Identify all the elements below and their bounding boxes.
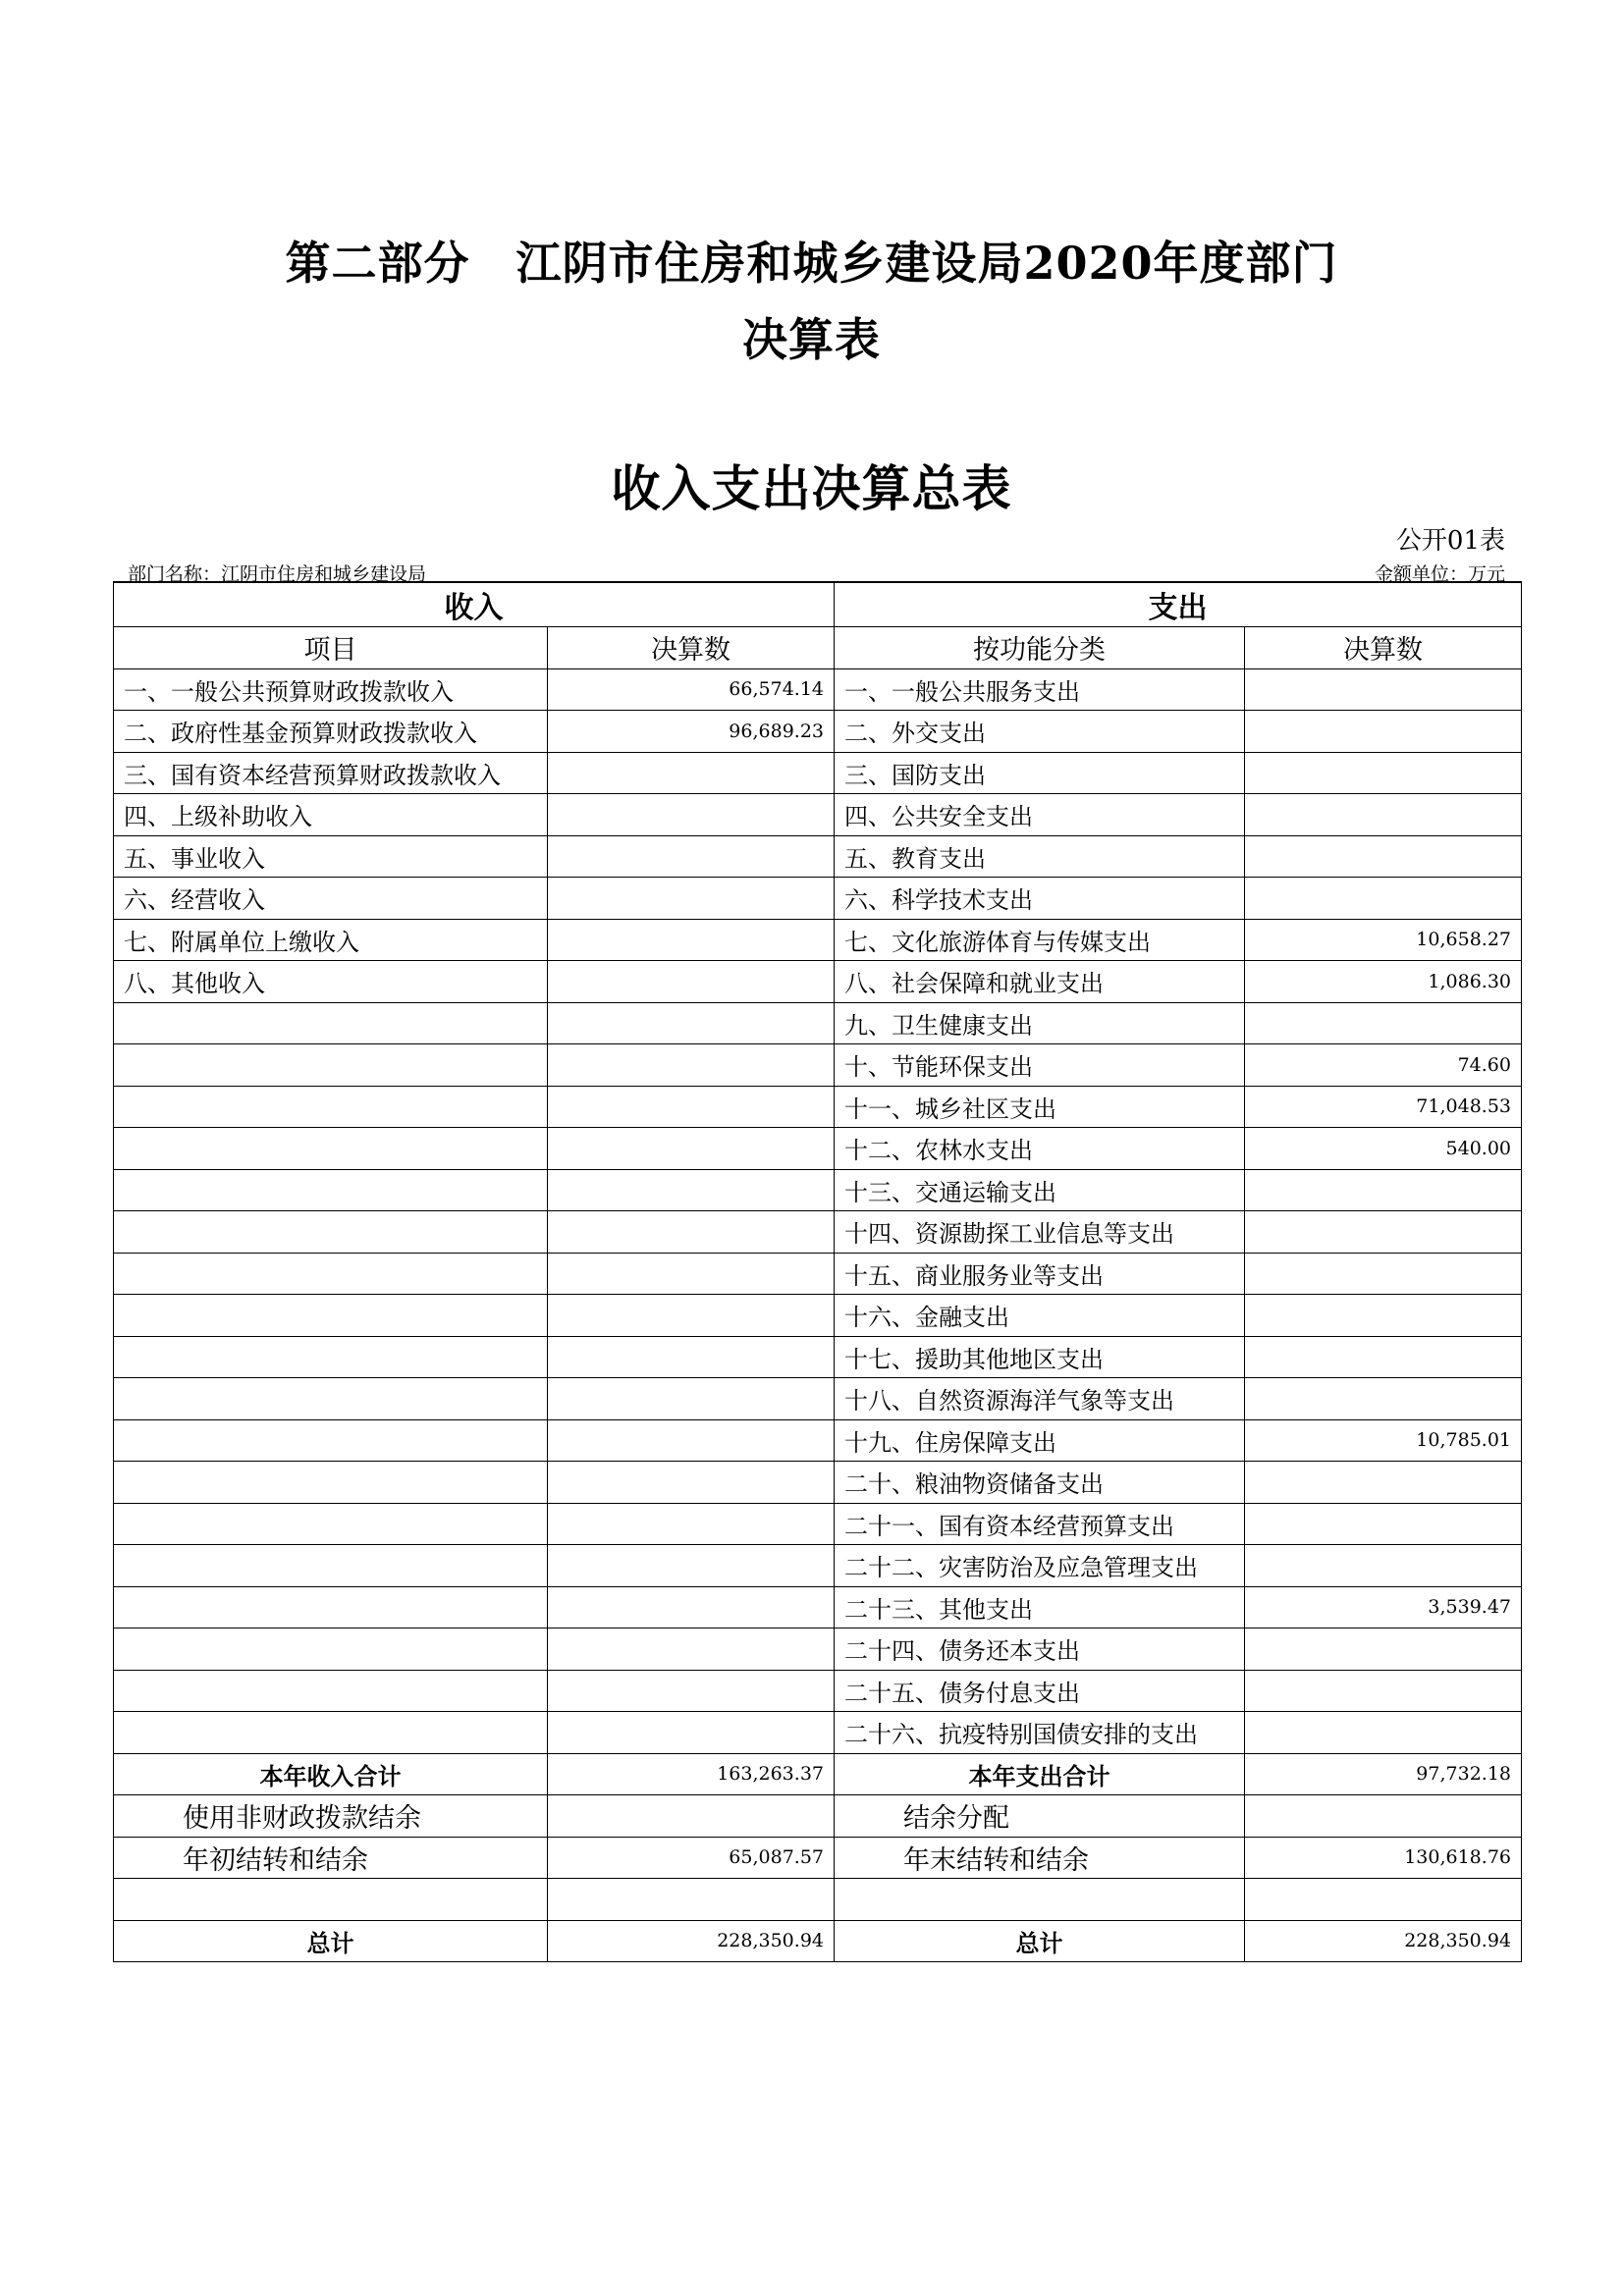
income-amount-cell: 66,574.14 <box>548 668 835 711</box>
expense-item-cell: 十一、城乡社区支出 <box>835 1086 1245 1128</box>
expense-section-header: 支出 <box>835 582 1522 627</box>
expense-item-cell: 二十五、债务付息支出 <box>835 1670 1245 1712</box>
table-row <box>114 711 1522 753</box>
income-amount-cell <box>548 794 835 836</box>
column-header-item: 项目 <box>114 627 548 669</box>
income-amount-cell <box>548 1211 835 1254</box>
income-item-cell <box>114 1462 548 1504</box>
total-row-expense-label: 总计 <box>835 1920 1245 1962</box>
table-row <box>114 1086 1522 1128</box>
expense-item-cell: 七、文化旅游体育与传媒支出 <box>835 919 1245 961</box>
table-title: 收入支出决算总表 <box>611 459 1012 517</box>
income-item-cell <box>114 1586 548 1629</box>
income-amount-cell <box>548 878 835 920</box>
income-item-cell <box>114 1169 548 1211</box>
expense-amount-cell <box>1245 711 1522 753</box>
expense-amount-cell <box>1245 1378 1522 1420</box>
expense-amount-cell: 10,785.01 <box>1245 1419 1522 1462</box>
income-item-cell: 三、国有资本经营预算财政拨款收入 <box>114 752 548 794</box>
expense-item-cell: 五、教育支出 <box>835 835 1245 878</box>
income-amount-cell <box>548 1044 835 1087</box>
income-item-cell <box>114 1211 548 1254</box>
total-row-expense-amount: 228,350.94 <box>1245 1920 1522 1962</box>
income-amount-cell <box>548 961 835 1003</box>
table-row <box>114 1253 1522 1295</box>
income-amount-cell <box>548 1545 835 1587</box>
income-item-cell <box>114 1378 548 1420</box>
document-title: 第二部分 江阴市住房和城乡建设局2020年度部门 <box>285 237 1338 290</box>
column-header-amount: 决算数 <box>548 627 835 669</box>
income-item-cell: 二、政府性基金预算财政拨款收入 <box>114 711 548 753</box>
subtotal-row <box>114 1753 1522 1795</box>
expense-item-cell: 一、一般公共服务支出 <box>835 668 1245 711</box>
expense-item-cell: 十九、住房保障支出 <box>835 1419 1245 1462</box>
income-amount-cell <box>548 752 835 794</box>
expense-amount-cell: 1,086.30 <box>1245 961 1522 1003</box>
table-row <box>114 1169 1522 1211</box>
expense-amount-cell <box>1245 1503 1522 1545</box>
subtotal-row-expense-amount: 97,732.18 <box>1245 1753 1522 1795</box>
expense-amount-cell <box>1245 878 1522 920</box>
income-amount-cell <box>548 1670 835 1712</box>
income-amount-cell <box>548 1419 835 1462</box>
table-row <box>114 1295 1522 1337</box>
income-item-cell <box>114 1336 548 1378</box>
document-title-line2: 决算表 <box>742 313 881 366</box>
empty-cell <box>548 1879 835 1921</box>
income-amount-cell <box>548 1378 835 1420</box>
income-item-cell <box>114 1503 548 1545</box>
expense-item-cell: 十三、交通运输支出 <box>835 1169 1245 1211</box>
income-amount-cell <box>548 1295 835 1337</box>
expense-item-cell: 九、卫生健康支出 <box>835 1002 1245 1044</box>
expense-item-cell: 十二、农林水支出 <box>835 1128 1245 1170</box>
income-amount-cell <box>548 1712 835 1754</box>
income-amount-cell <box>548 1128 835 1170</box>
table-row <box>114 1462 1522 1504</box>
income-item-cell: 一、一般公共预算财政拨款收入 <box>114 668 548 711</box>
income-item-cell: 六、经营收入 <box>114 878 548 920</box>
balance-row-1-income-amount <box>548 1795 835 1838</box>
table-row <box>114 752 1522 794</box>
table-row <box>114 1670 1522 1712</box>
expense-amount-cell: 3,539.47 <box>1245 1586 1522 1629</box>
income-item-cell <box>114 1086 548 1128</box>
income-amount-cell <box>548 1169 835 1211</box>
subtotal-row-expense-label: 本年支出合计 <box>835 1753 1245 1795</box>
income-item-cell <box>114 1712 548 1754</box>
expense-item-cell: 二十三、其他支出 <box>835 1586 1245 1629</box>
expense-amount-cell <box>1245 1295 1522 1337</box>
balance-row-2-income-amount: 65,087.57 <box>548 1837 835 1879</box>
expense-item-cell: 二十、粮油物资储备支出 <box>835 1462 1245 1504</box>
blank-row <box>114 1879 1522 1921</box>
expense-item-cell: 二十一、国有资本经营预算支出 <box>835 1503 1245 1545</box>
expense-item-cell: 十六、金融支出 <box>835 1295 1245 1337</box>
expense-amount-cell <box>1245 1712 1522 1754</box>
column-header-amount2: 决算数 <box>1245 627 1522 669</box>
table-row <box>114 794 1522 836</box>
expense-amount-cell <box>1245 1211 1522 1254</box>
expense-item-cell: 八、社会保障和就业支出 <box>835 961 1245 1003</box>
table-row <box>114 1586 1522 1629</box>
table-row <box>114 1712 1522 1754</box>
income-amount-cell: 96,689.23 <box>548 711 835 753</box>
balance-row-2-expense-amount: 130,618.76 <box>1245 1837 1522 1879</box>
total-row <box>114 1920 1522 1962</box>
expense-item-cell: 二十二、灾害防治及应急管理支出 <box>835 1545 1245 1587</box>
subtotal-row-income-amount: 163,263.37 <box>548 1753 835 1795</box>
expense-amount-cell: 74.60 <box>1245 1044 1522 1087</box>
income-item-cell <box>114 1545 548 1587</box>
expense-amount-cell: 540.00 <box>1245 1128 1522 1170</box>
income-item-cell <box>114 1629 548 1671</box>
balance-row-1 <box>114 1795 1522 1838</box>
expense-amount-cell <box>1245 1253 1522 1295</box>
expense-amount-cell <box>1245 1002 1522 1044</box>
table-row <box>114 1629 1522 1671</box>
income-amount-cell <box>548 1002 835 1044</box>
form-number: 公开01表 <box>1395 526 1505 556</box>
expense-item-cell: 二十六、抗疫特别国债安排的支出 <box>835 1712 1245 1754</box>
expense-amount-cell <box>1245 1670 1522 1712</box>
empty-cell <box>1245 1879 1522 1921</box>
income-amount-cell <box>548 1629 835 1671</box>
income-item-cell: 五、事业收入 <box>114 835 548 878</box>
table-row <box>114 961 1522 1003</box>
expense-item-cell: 十八、自然资源海洋气象等支出 <box>835 1378 1245 1420</box>
income-amount-cell <box>548 1336 835 1378</box>
table-row <box>114 1336 1522 1378</box>
expense-amount-cell <box>1245 668 1522 711</box>
income-amount-cell <box>548 1503 835 1545</box>
balance-row-1-expense-label: 结余分配 <box>835 1795 1245 1838</box>
expense-item-cell: 十四、资源勘探工业信息等支出 <box>835 1211 1245 1254</box>
income-item-cell <box>114 1295 548 1337</box>
expense-amount-cell <box>1245 1629 1522 1671</box>
balance-row-2 <box>114 1837 1522 1879</box>
expense-item-cell: 二十四、债务还本支出 <box>835 1629 1245 1671</box>
section-header-row <box>114 582 1522 627</box>
expense-item-cell: 三、国防支出 <box>835 752 1245 794</box>
total-row-income-label: 总计 <box>114 1920 548 1962</box>
expense-item-cell: 四、公共安全支出 <box>835 794 1245 836</box>
expense-amount-cell: 71,048.53 <box>1245 1086 1522 1128</box>
total-row-income-amount: 228,350.94 <box>548 1920 835 1962</box>
table-row <box>114 1128 1522 1170</box>
expense-item-cell: 十五、商业服务业等支出 <box>835 1253 1245 1295</box>
income-section-header: 收入 <box>114 582 835 627</box>
table-row <box>114 1545 1522 1587</box>
income-item-cell <box>114 1419 548 1462</box>
expense-amount-cell <box>1245 752 1522 794</box>
income-item-cell: 七、附属单位上缴收入 <box>114 919 548 961</box>
budget-summary-table <box>113 581 1522 1962</box>
income-amount-cell <box>548 1086 835 1128</box>
balance-row-1-income-label: 使用非财政拨款结余 <box>114 1795 548 1838</box>
income-amount-cell <box>548 1253 835 1295</box>
table-row <box>114 1002 1522 1044</box>
table-row <box>114 1044 1522 1087</box>
subtotal-row-income-label: 本年收入合计 <box>114 1753 548 1795</box>
expense-item-cell: 十七、援助其他地区支出 <box>835 1336 1245 1378</box>
expense-amount-cell <box>1245 794 1522 836</box>
table-row <box>114 1503 1522 1545</box>
income-item-cell: 八、其他收入 <box>114 961 548 1003</box>
income-amount-cell <box>548 1586 835 1629</box>
department-name: 部门名称：江阴市住房和城乡建设局 <box>128 563 427 585</box>
column-header-function: 按功能分类 <box>835 627 1245 669</box>
expense-amount-cell: 10,658.27 <box>1245 919 1522 961</box>
table-row <box>114 835 1522 878</box>
expense-item-cell: 二、外交支出 <box>835 711 1245 753</box>
expense-amount-cell <box>1245 1169 1522 1211</box>
table-row <box>114 668 1522 711</box>
income-item-cell <box>114 1128 548 1170</box>
expense-amount-cell <box>1245 1462 1522 1504</box>
income-item-cell <box>114 1253 548 1295</box>
income-item-cell: 四、上级补助收入 <box>114 794 548 836</box>
table-row <box>114 919 1522 961</box>
income-amount-cell <box>548 919 835 961</box>
expense-amount-cell <box>1245 1545 1522 1587</box>
empty-cell <box>835 1879 1245 1921</box>
expense-amount-cell <box>1245 1336 1522 1378</box>
income-item-cell <box>114 1044 548 1087</box>
table-row <box>114 1378 1522 1420</box>
table-row <box>114 1419 1522 1462</box>
expense-item-cell: 十、节能环保支出 <box>835 1044 1245 1087</box>
table-row <box>114 878 1522 920</box>
income-item-cell <box>114 1002 548 1044</box>
income-amount-cell <box>548 835 835 878</box>
empty-cell <box>114 1879 548 1921</box>
balance-row-1-expense-amount <box>1245 1795 1522 1838</box>
expense-item-cell: 六、科学技术支出 <box>835 878 1245 920</box>
balance-row-2-income-label: 年初结转和结余 <box>114 1837 548 1879</box>
income-amount-cell <box>548 1462 835 1504</box>
amount-unit: 金额单位：万元 <box>1374 563 1505 585</box>
table-row <box>114 1211 1522 1254</box>
balance-row-2-expense-label: 年末结转和结余 <box>835 1837 1245 1879</box>
expense-amount-cell <box>1245 835 1522 878</box>
column-header-row <box>114 627 1522 669</box>
income-item-cell <box>114 1670 548 1712</box>
